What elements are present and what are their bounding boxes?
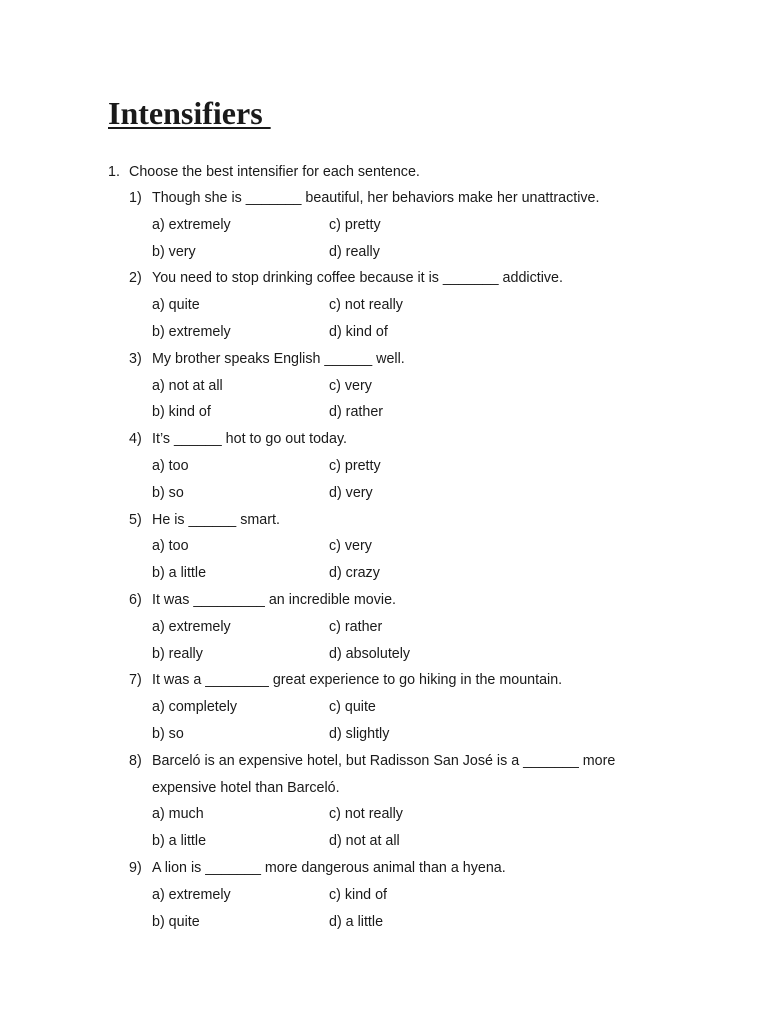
question-number: 1) [129,190,142,206]
answer-option: a) too [152,458,189,474]
answer-option: b) so [152,484,184,501]
answer-option: a) quite [152,297,200,314]
answer-option: d) very [329,484,373,501]
answer-option: b) a little [152,833,207,850]
question-text: Though she is _______ beautiful, her behaviors make her unattractive. [152,190,600,206]
question-number: 6) [129,592,142,608]
answer-option: a) much [152,806,204,823]
answer-option: b) extremely [152,324,231,340]
answer-option: a) not at all [152,377,223,394]
answer-option: c) not really [329,297,403,314]
answer-option: d) slightly [329,726,390,742]
question-number: 7) [129,672,142,689]
question-text: He is ______ smart. [152,511,280,528]
answer-option: a) extremely [152,618,231,635]
answer-option: d) crazy [329,565,380,582]
question-number: 2) [129,270,142,287]
answer-option: b) quite [152,913,200,930]
question-text: Barceló is an expensive hotel, but Radisson San José is a _______ more [152,752,616,769]
answer-option: c) very [329,538,372,555]
answer-option: b) so [152,726,184,742]
answer-option: b) very [152,243,196,260]
answer-option: a) extremely [152,216,231,233]
answer-option: c) pretty [329,216,381,233]
answer-option: b) really [152,645,203,662]
answer-option: d) rather [329,404,384,421]
page-title: Intensifiers [108,95,271,131]
question-text: It was a ________ great experience to go hiking in the mountain. [152,672,563,689]
question-number: 8) [129,752,142,769]
question-text: expensive hotel than Barceló. [152,779,340,796]
answer-option: c) quite [329,699,376,716]
question-text: My brother speaks English ______ well. [152,350,405,367]
answer-option: d) not at all [329,833,400,850]
answer-option: d) a little [329,913,384,930]
question-text: It’s ______ hot to go out today. [152,431,348,448]
answer-option: d) kind of [329,324,388,340]
answer-option: c) rather [329,618,383,635]
question-number: 9) [129,860,142,876]
answer-option: d) really [329,243,380,260]
answer-option: c) very [329,377,372,394]
question-number: 3) [129,350,142,367]
question-text: You need to stop drinking coffee because it is _______ addictive. [152,270,563,287]
question-text: A lion is _______ more dangerous animal than a hyena. [152,860,506,876]
answer-option: a) extremely [152,886,231,903]
question-number: 5) [129,511,142,528]
answer-option: b) a little [152,565,207,582]
question-text: It was _________ an incredible movie. [152,592,396,608]
answer-option: b) kind of [152,404,211,421]
answer-option: c) not really [329,806,403,823]
answer-option: a) completely [152,699,238,716]
answer-option: c) kind of [329,886,388,903]
answer-option: d) absolutely [329,645,411,662]
answer-option: c) pretty [329,458,381,474]
answer-option: a) too [152,538,189,555]
instruction-text: Choose the best intensifier for each sentence. [129,164,420,180]
instruction-number: 1. [108,164,120,180]
question-number: 4) [129,431,142,448]
